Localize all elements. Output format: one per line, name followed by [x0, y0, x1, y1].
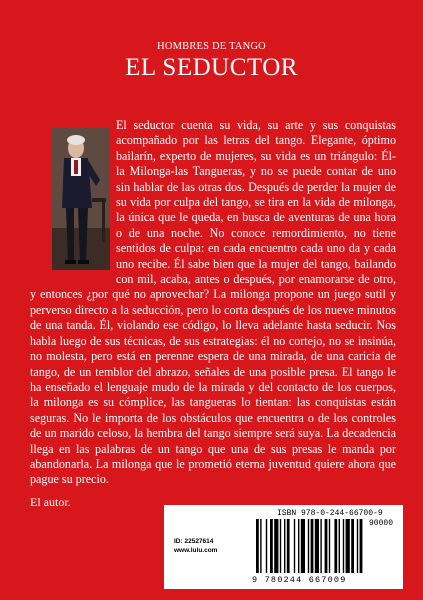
series-title: HOMBRES DE TANGO — [157, 41, 266, 52]
isbn-text: ISBN 978-0-244-66700-9 — [277, 509, 383, 518]
barcode-bars-icon — [256, 519, 396, 575]
ean-digits: 9 780244 667009 — [252, 575, 347, 585]
author-signature: El autor. — [30, 495, 71, 509]
book-title: EL SEDUCTOR — [125, 54, 298, 81]
price-code: 90000 — [369, 519, 394, 528]
lulu-info — [174, 537, 217, 555]
lulu-site: www.lulu.com — [174, 547, 218, 554]
lulu-id: ID: 22527614 — [174, 538, 214, 545]
back-cover-text — [30, 118, 396, 488]
barcode-label — [164, 505, 403, 589]
synopsis-paragraph: El seductor cuenta su vida, su arte y sus conquistas acompañado por las letras del tango. Elegante, óptimo bailarín, experto de mujeres, su vida es un triángulo: Él-la Milonga-las Tangueras, y no se puede contar de uno sin hablar de las otras dos. Después de perder la mujer de su vida por culpa del tango, se tira en la vida de milonga, la única que le queda, en busca de aventuras de una hora o de una noche. No conoce remordimiento, no tiene sentidos de culpa: en cada encuentro cada uno da y cada uno recibe. Él sabe bien que la mujer del tango, bailando con mil, acaba, antes o después, por enamorarse de otro, y entonces ¿por qué no aprovechar? La milonga propone un juego sutil y perverso directo a la seducción, pero lo corta después de los nueve minutos de una tanda. Él, violando ese código, lo lleva adelante hasta seducir. Nos habla luego de sus técnicas, de sus estrategias: él no cortejo, no se insinúa, no molesta, pero está en perenne espera de una mirada, de una caricia de tango, de un temblor del abrazo, señales de una posible presa. El tango le ha enseñado el lenguaje mudo de la mirada y del contacto de los cuerpos, la milonga es su cómplice, las tangueras lo tientan: las conquistas están seguras. No le importa de los obstáculos que encuentra o de los controles de un marido celoso, la hembra del tango siempre será suya. La decadencia llega en las palabras de un tango que una de sus presas le manda por abandonarla. La milonga que le prometió eterna juventud quiere ahora que pague su precio. — [30, 118, 396, 487]
